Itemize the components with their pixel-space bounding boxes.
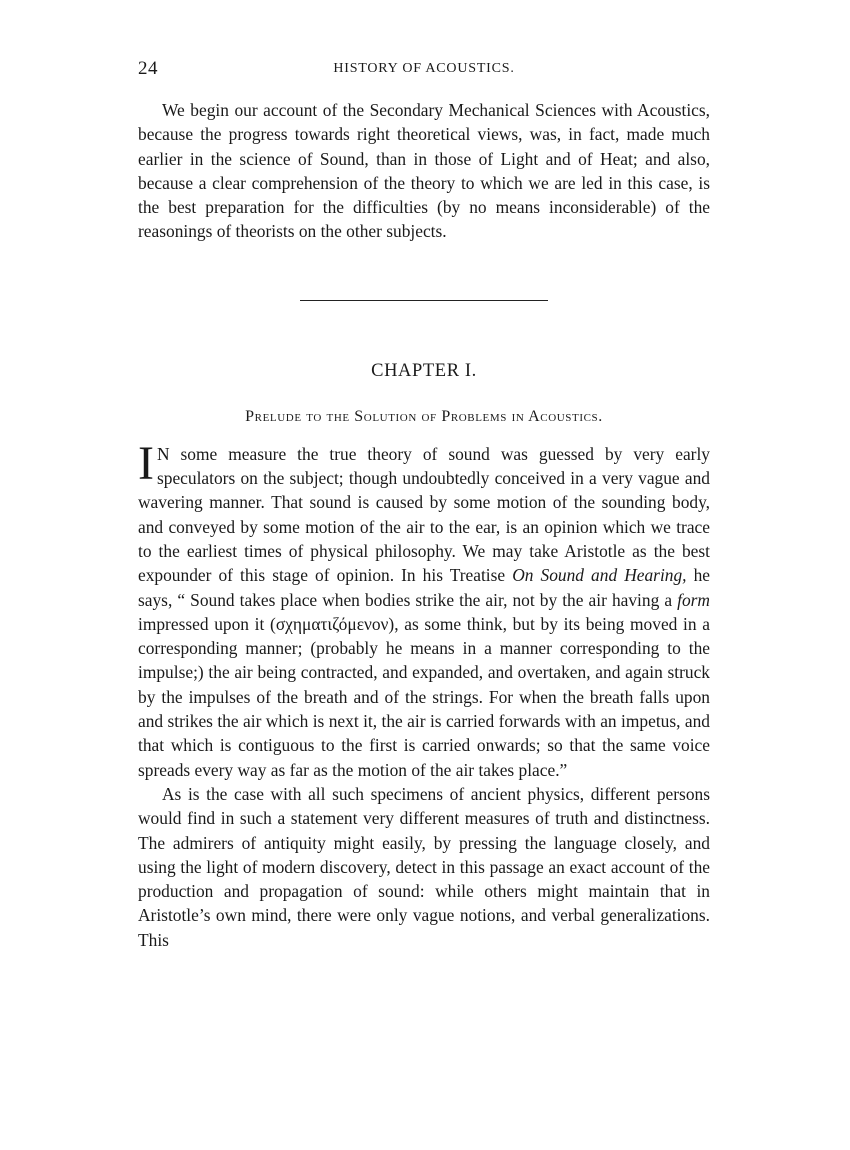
- paragraph-text-part: N some measure the true theory of sound was guessed by very early speculators on the subject; though undoubtedly conceived in a very vague and wavering manner. That sound is caused by some motion of the sounding body, and conveyed by some motion of the air to the ear, is an opinion which we trace to the earliest times of physical philosophy. We may take Aristotle as the best expounder of this stage of opinion. In his Treatise: [138, 443, 710, 586]
- page-number: 24: [138, 58, 158, 79]
- intro-paragraph: We begin our account of the Secondary Mechanical Sciences with Acoustics, because the progress towards right theoretical views, was, in fact, made much earlier in the science of Sound, than in those of Light and of Heat; and also, because a clear comprehension of the theory to which we are led in this case, is the best preparation for the difficulties (by no means inconsiderable) of the reasonings of theorists on the other subjects.: [138, 100, 710, 242]
- running-title: HISTORY OF ACOUSTICS.: [333, 61, 515, 76]
- running-head: [138, 58, 710, 86]
- treatise-title: On Sound and Hearing,: [512, 565, 687, 586]
- section-divider: [300, 300, 548, 301]
- paragraph-text-part: impressed upon it (σχηματιζόμενον), as some think, but by its being moved in a corresponding manner; (probably he means in a manner corresponding to the impulse;) the air being contracted, and expanded, and overtaken, and again struck by the impulses of the breath and of the strings. For when the breath falls upon and strikes the air which is next it, the air is carried forwards with an impetus, and that which is contiguous to the first is carried onwards; so that the same voice spreads every way as far as the motion of the air takes place.”: [138, 613, 710, 780]
- chapter-heading: CHAPTER I.: [371, 360, 477, 381]
- emphasis-form: form: [677, 589, 710, 610]
- paragraph-text-part: he says, “ Sound takes place when bodies strike the air, not by the air having a: [138, 565, 710, 610]
- second-paragraph: As is the case with all such specimens of ancient physics, different persons would find in such a statement very different measures of truth and distinctness. The admirers of antiquity might easily, by pressing the language closely, and using the light of modern discovery, detect in this passage an exact account of the production and propagation of sound: while others might maintain that in Aristotle’s own mind, there were only vague notions, and verbal generalizations. This: [138, 783, 710, 950]
- chapter-subheading: Prelude to the Solution of Problems in Acoustics.: [245, 407, 603, 425]
- book-page: [138, 58, 710, 952]
- drop-cap: I: [138, 436, 154, 490]
- paragraph-body: [138, 436, 710, 782]
- chapter-opening-paragraph: [138, 436, 710, 782]
